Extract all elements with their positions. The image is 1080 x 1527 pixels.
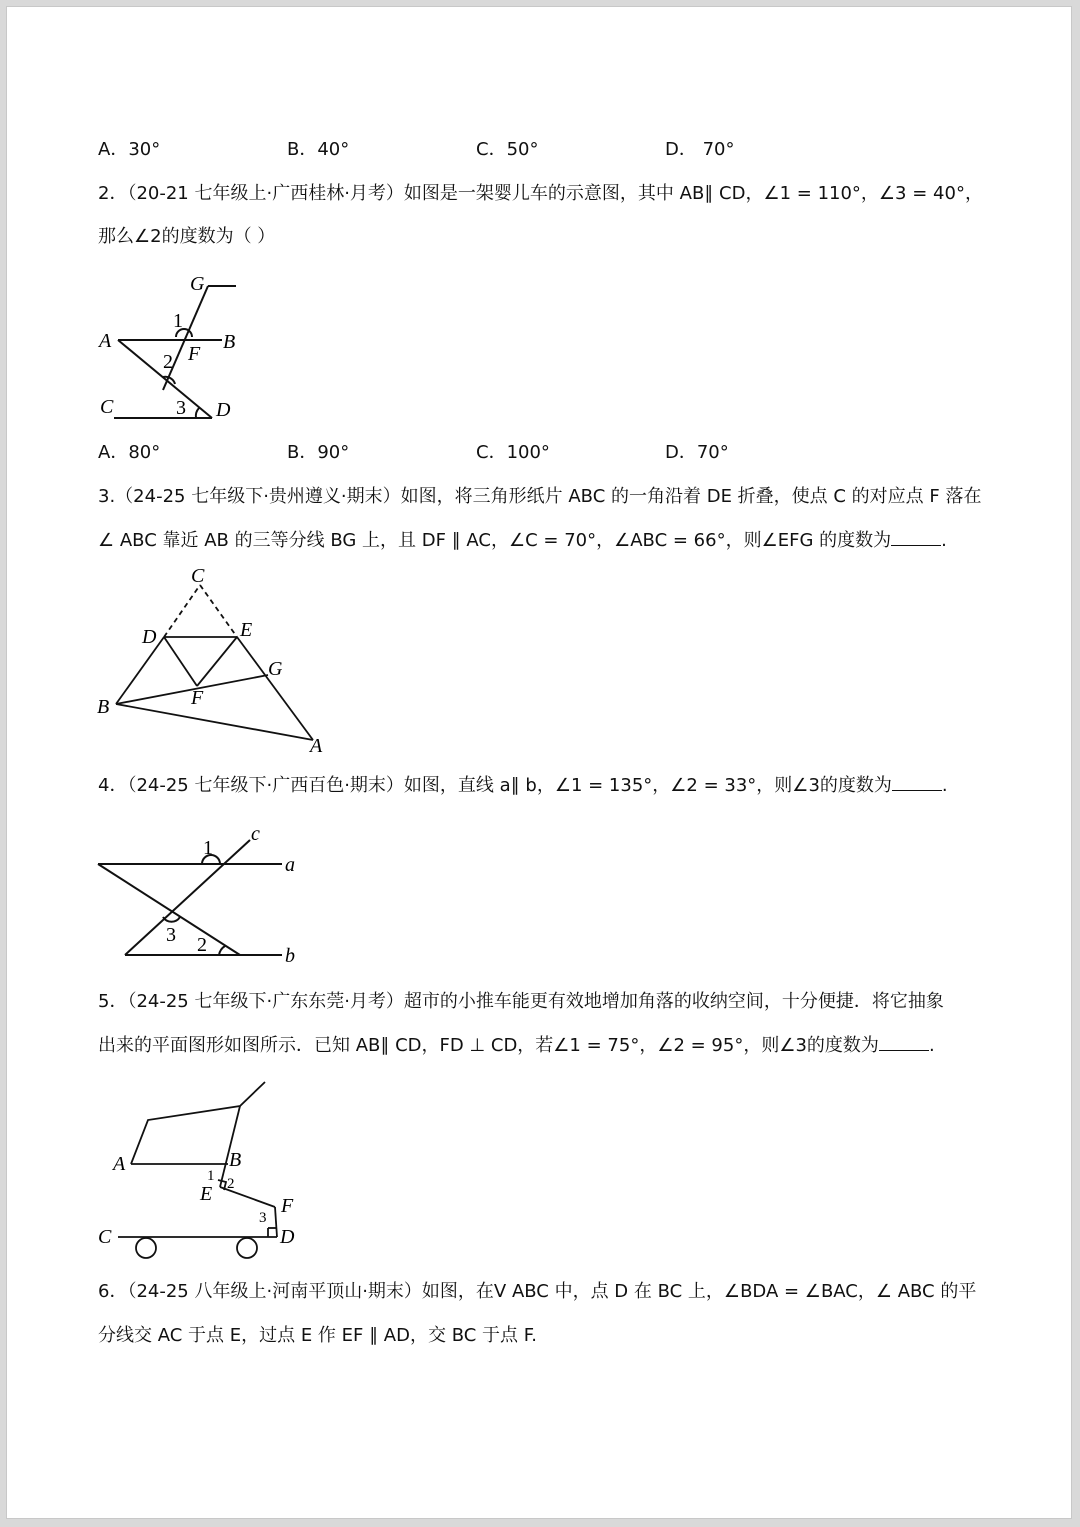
q4-answer-blank[interactable] bbox=[892, 774, 942, 791]
label-e: E bbox=[240, 619, 253, 641]
q3-text-line1: 3.（24-25 七年级下·贵州遵义·期末）如图，将三角形纸片 ABC 的一角沿着 DE 折叠，使点 C 的对应点 F 落在 bbox=[98, 486, 982, 507]
label-3: 3 bbox=[176, 397, 186, 419]
q1-option-c: C．50° bbox=[476, 139, 539, 160]
label-2: 2 bbox=[163, 351, 173, 373]
q1-option-d: D． 70° bbox=[665, 139, 735, 160]
label-f: F bbox=[188, 343, 201, 365]
label-a: A bbox=[310, 735, 323, 757]
label-1: 1 bbox=[173, 310, 183, 332]
label-1: 1 bbox=[203, 837, 213, 859]
q3-text-line2: ∠ ABC 靠近 AB 的三等分线 BG 上，且 DF ∥ AC，∠C = 70°，∠ABC = 66°，则∠EFG 的度数为 . bbox=[98, 530, 947, 551]
label-2: 2 bbox=[197, 934, 207, 956]
q2-option-a: A．80° bbox=[98, 442, 161, 463]
label-b: B bbox=[223, 331, 236, 353]
q5-text-line2: 出来的平面图形如图所示．已知 AB∥ CD，FD ⊥ CD，若∠1 = 75°，∠2 = 95°，则∠3的度数为 . bbox=[98, 1035, 935, 1056]
q2-option-b: B．90° bbox=[287, 442, 350, 463]
q3-answer-blank[interactable] bbox=[891, 529, 941, 546]
label-d: D bbox=[142, 626, 157, 648]
q6-text-line2: 分线交 AC 于点 E，过点 E 作 EF ∥ AD，交 BC 于点 F. bbox=[98, 1325, 537, 1346]
q1-option-b: B．40° bbox=[287, 139, 350, 160]
label-3: 3 bbox=[166, 924, 176, 946]
label-c: C bbox=[100, 396, 114, 418]
label-3: 3 bbox=[259, 1210, 267, 1226]
label-c: C bbox=[98, 1226, 112, 1248]
label-e: E bbox=[200, 1183, 213, 1205]
label-1: 1 bbox=[207, 1168, 215, 1184]
label-d: D bbox=[280, 1226, 295, 1248]
label-g: G bbox=[268, 658, 283, 680]
q5-answer-blank[interactable] bbox=[879, 1034, 929, 1051]
label-b: B bbox=[97, 696, 110, 718]
label-c: c bbox=[251, 823, 260, 845]
label-d: D bbox=[216, 399, 231, 421]
label-b: b bbox=[285, 945, 295, 967]
label-c: C bbox=[191, 565, 205, 587]
q4-text-line1: 4．（24-25 七年级下·广西百色·期末）如图，直线 a∥ b，∠1 = 135°，∠2 = 33°，则∠3的度数为 . bbox=[98, 775, 948, 796]
q5-text-line1: 5．（24-25 七年级下·广东东莞·月考）超市的小推车能更有效地增加角落的收纳空间，十分便捷．将它抽象 bbox=[98, 991, 944, 1012]
q2-option-d: D．70° bbox=[665, 442, 729, 463]
q2-text-line2: 那么∠2的度数为（ ） bbox=[98, 226, 276, 247]
q1-option-a: A．30° bbox=[98, 139, 161, 160]
label-a: a bbox=[285, 854, 295, 876]
label-2: 2 bbox=[227, 1176, 235, 1192]
q2-option-c: C．100° bbox=[476, 442, 550, 463]
label-f: F bbox=[281, 1195, 294, 1217]
label-g: G bbox=[190, 273, 205, 295]
q2-text-line1: 2．（20-21 七年级上·广西桂林·月考）如图是一架婴儿车的示意图，其中 AB∥ CD，∠1 = 110°，∠3 = 40°， bbox=[98, 183, 983, 204]
q6-text-line1: 6．（24-25 八年级上·河南平顶山·期末）如图，在V ABC 中，点 D 在 BC 上，∠BDA = ∠BAC，∠ ABC 的平 bbox=[98, 1281, 977, 1302]
label-a: A bbox=[99, 330, 112, 352]
label-a: A bbox=[113, 1153, 126, 1175]
label-b: B bbox=[229, 1149, 242, 1171]
label-f: F bbox=[191, 687, 204, 709]
